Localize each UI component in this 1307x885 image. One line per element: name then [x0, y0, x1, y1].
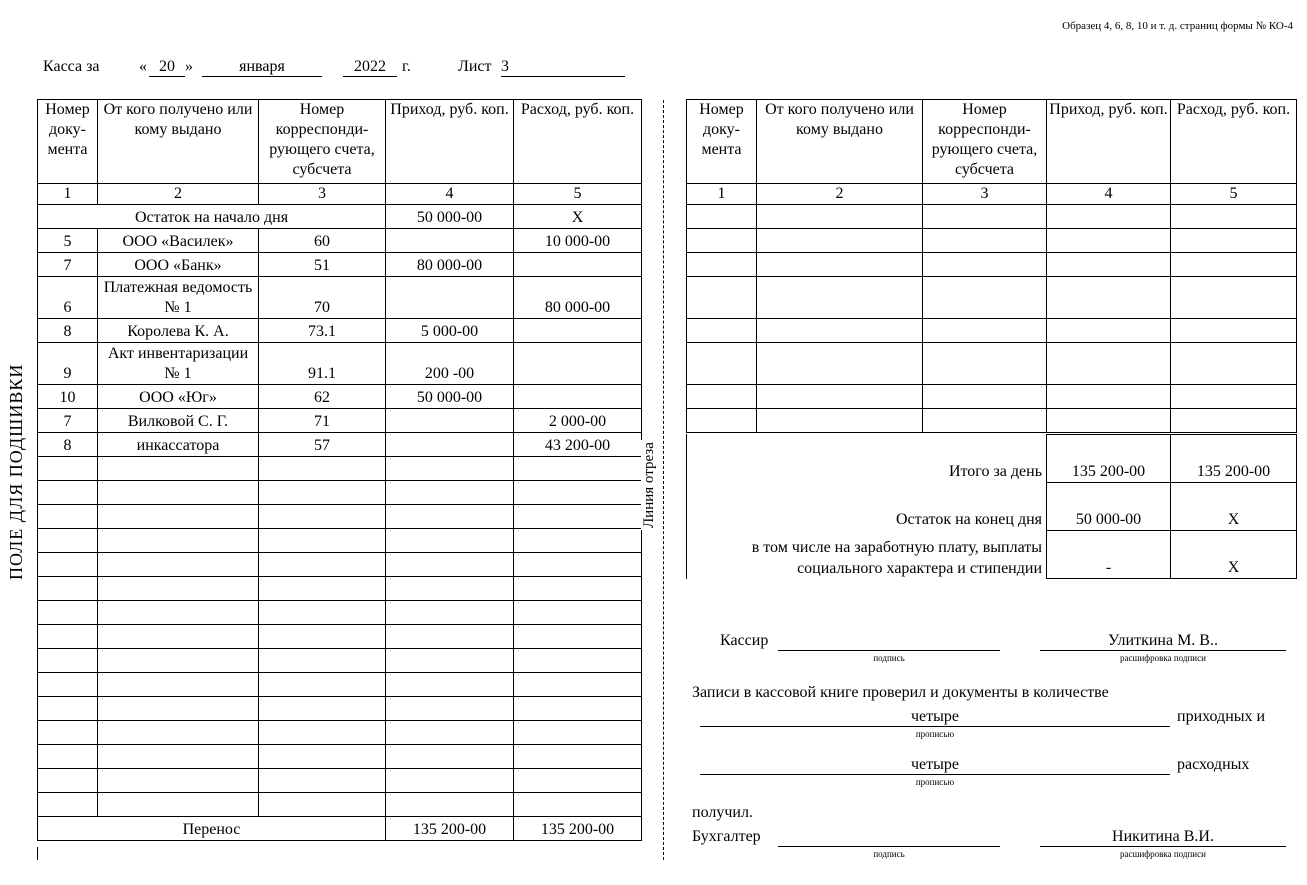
empty-cell — [386, 625, 514, 649]
empty-cell — [38, 553, 98, 577]
empty-cell — [98, 553, 259, 577]
empty-cell — [757, 319, 923, 343]
row-income — [386, 277, 514, 319]
empty-cell — [1171, 277, 1297, 319]
empty-cell — [1047, 229, 1171, 253]
empty-cell — [1047, 409, 1171, 433]
quote-open: « — [139, 58, 147, 75]
empty-cell — [514, 625, 642, 649]
cashier-name-caption: расшифровка подписи — [1120, 653, 1206, 663]
empty-row — [38, 529, 642, 553]
col-number: 4 — [386, 184, 514, 205]
empty-row — [38, 793, 642, 817]
empty-cell — [687, 253, 757, 277]
empty-row — [38, 649, 642, 673]
accountant-label: Бухгалтер — [692, 828, 761, 845]
end-balance-income: 50 000-00 — [1047, 483, 1171, 531]
cut-line — [663, 100, 664, 860]
income-count-caption: прописью — [915, 729, 955, 739]
empty-cell — [514, 577, 642, 601]
empty-rows — [687, 205, 1297, 433]
empty-cell — [386, 769, 514, 793]
empty-cell — [38, 457, 98, 481]
col-header-income: Приход, руб. коп. — [1047, 100, 1171, 184]
transfer-expense: 135 200-00 — [514, 817, 642, 841]
sheet-number: 3 — [501, 58, 625, 77]
empty-row — [38, 481, 642, 505]
col-header-income: Приход, руб. коп. — [386, 100, 514, 184]
row-account: 51 — [259, 253, 386, 277]
empty-cell — [1171, 253, 1297, 277]
empty-row — [687, 205, 1297, 229]
empty-cell — [386, 505, 514, 529]
row-party: Платежная ведомость № 1 — [98, 277, 259, 319]
row-income — [386, 409, 514, 433]
empty-cell — [38, 481, 98, 505]
empty-row — [38, 457, 642, 481]
incl-label-1: в том числе на заработную плату, выплаты — [751, 539, 1042, 556]
empty-cell — [98, 721, 259, 745]
transfer-income: 135 200-00 — [386, 817, 514, 841]
row-account: 57 — [259, 433, 386, 457]
empty-cell — [757, 229, 923, 253]
date-day: 20 — [149, 58, 185, 77]
income-count: четыре — [911, 708, 959, 725]
empty-cell — [98, 793, 259, 817]
empty-cell — [259, 529, 386, 553]
empty-cell — [923, 277, 1047, 319]
empty-cell — [514, 481, 642, 505]
empty-cell — [259, 625, 386, 649]
row-income: 5 000-00 — [386, 319, 514, 343]
row-income — [386, 229, 514, 253]
empty-cell — [38, 577, 98, 601]
col-header-account: Номер корреспонди-рующего счета, субсчета — [923, 100, 1047, 184]
col-number: 5 — [514, 184, 642, 205]
binding-field-label: ПОЛЕ ДЛЯ ПОДШИВКИ — [6, 363, 26, 580]
row-expense — [514, 319, 642, 343]
empty-cell — [923, 343, 1047, 385]
empty-cell — [923, 409, 1047, 433]
day-total-income: 135 200-00 — [1047, 435, 1171, 483]
col-header-party: От кого получено или кому выдано — [757, 100, 923, 184]
accountant-signature-caption: подпись — [873, 849, 905, 859]
empty-cell — [1047, 319, 1171, 343]
empty-cell — [386, 481, 514, 505]
empty-cell — [386, 649, 514, 673]
cash-ledger-left — [37, 99, 642, 841]
row-doc: 8 — [38, 319, 98, 343]
empty-cell — [514, 721, 642, 745]
row-expense: 80 000-00 — [514, 277, 642, 319]
expense-suffix: расходных — [1177, 756, 1250, 773]
accountant-name: Никитина В.И. — [1112, 828, 1214, 845]
row-party: Королева К. А. — [98, 319, 259, 343]
expense-count-line — [700, 774, 1170, 775]
empty-cell — [98, 697, 259, 721]
row-expense: 43 200-00 — [514, 433, 642, 457]
empty-cell — [386, 745, 514, 769]
empty-cell — [514, 505, 642, 529]
empty-cell — [38, 673, 98, 697]
empty-cell — [1171, 409, 1297, 433]
empty-rows — [38, 457, 642, 817]
empty-row — [38, 769, 642, 793]
empty-cell — [38, 529, 98, 553]
row-account: 73.1 — [259, 319, 386, 343]
empty-cell — [1047, 277, 1171, 319]
col-header-expense: Расход, руб. коп. — [514, 100, 642, 184]
empty-cell — [98, 769, 259, 793]
empty-cell — [687, 277, 757, 319]
empty-row — [38, 745, 642, 769]
table-row — [38, 433, 642, 457]
empty-cell — [386, 793, 514, 817]
end-balance-label: Остаток на конец дня — [896, 511, 1042, 528]
empty-cell — [386, 553, 514, 577]
row-party: Акт инвентаризации № 1 — [98, 343, 259, 385]
col-header-account: Номер корреспонди-рующего счета, субсчета — [259, 100, 386, 184]
empty-cell — [259, 721, 386, 745]
row-account: 62 — [259, 385, 386, 409]
empty-cell — [923, 205, 1047, 229]
empty-cell — [98, 505, 259, 529]
empty-cell — [98, 673, 259, 697]
empty-cell — [687, 409, 757, 433]
empty-row — [687, 409, 1297, 433]
empty-cell — [259, 481, 386, 505]
empty-cell — [386, 529, 514, 553]
row-income: 50 000-00 — [386, 385, 514, 409]
row-expense — [514, 343, 642, 385]
empty-row — [687, 385, 1297, 409]
empty-cell — [38, 625, 98, 649]
empty-cell — [259, 673, 386, 697]
empty-cell — [259, 697, 386, 721]
row-party: ООО «Юг» — [98, 385, 259, 409]
row-party: ООО «Василек» — [98, 229, 259, 253]
row-income: 80 000-00 — [386, 253, 514, 277]
col-number: 1 — [38, 184, 98, 205]
empty-cell — [38, 745, 98, 769]
empty-row — [38, 625, 642, 649]
empty-cell — [1047, 205, 1171, 229]
sheet-label: Лист — [458, 58, 492, 75]
check-text: Записи в кассовой книге проверил и документы в количестве — [692, 684, 1109, 701]
opening-balance-row — [38, 205, 642, 229]
totals-table — [1046, 434, 1297, 579]
expense-count: четыре — [911, 756, 959, 773]
row-doc: 6 — [38, 277, 98, 319]
empty-cell — [38, 697, 98, 721]
empty-cell — [687, 229, 757, 253]
transfer-label: Перенос — [38, 817, 386, 841]
empty-row — [687, 253, 1297, 277]
row-doc: 7 — [38, 253, 98, 277]
row-expense — [514, 385, 642, 409]
row-account: 71 — [259, 409, 386, 433]
col-number: 4 — [1047, 184, 1171, 205]
cash-ledger-right — [686, 99, 1297, 433]
empty-cell — [757, 343, 923, 385]
row-doc: 5 — [38, 229, 98, 253]
empty-cell — [38, 649, 98, 673]
empty-cell — [687, 319, 757, 343]
date-year: 2022 — [343, 58, 397, 77]
empty-row — [687, 343, 1297, 385]
table-row — [38, 319, 642, 343]
col-header-expense: Расход, руб. коп. — [1171, 100, 1297, 184]
cashier-signature-caption: подпись — [873, 653, 905, 663]
table-row — [38, 229, 642, 253]
accountant-signature-line — [778, 846, 1000, 847]
col-number: 3 — [259, 184, 386, 205]
form-sample-note: Образец 4, 6, 8, 10 и т. д. страниц формы № КО-4 — [1062, 20, 1293, 32]
table-row — [38, 253, 642, 277]
empty-cell — [38, 793, 98, 817]
kassa-label: Касса за — [43, 58, 100, 75]
empty-cell — [1171, 319, 1297, 343]
empty-row — [38, 673, 642, 697]
empty-cell — [38, 721, 98, 745]
cashier-name: Улиткина М. В.. — [1108, 632, 1218, 649]
empty-cell — [98, 529, 259, 553]
cashier-signature-line — [778, 650, 1000, 651]
empty-cell — [757, 385, 923, 409]
row-expense — [514, 253, 642, 277]
row-account: 70 — [259, 277, 386, 319]
empty-cell — [259, 649, 386, 673]
empty-cell — [259, 793, 386, 817]
empty-cell — [514, 697, 642, 721]
empty-cell — [923, 229, 1047, 253]
empty-cell — [386, 457, 514, 481]
empty-cell — [259, 457, 386, 481]
empty-cell — [38, 505, 98, 529]
empty-cell — [757, 205, 923, 229]
empty-cell — [1171, 205, 1297, 229]
empty-cell — [1047, 385, 1171, 409]
totals-left-edge — [686, 434, 687, 579]
empty-cell — [757, 253, 923, 277]
empty-cell — [514, 793, 642, 817]
empty-cell — [514, 745, 642, 769]
empty-cell — [1047, 343, 1171, 385]
row-doc: 9 — [38, 343, 98, 385]
empty-cell — [38, 601, 98, 625]
year-suffix: г. — [402, 58, 411, 75]
empty-row — [687, 277, 1297, 319]
row-party: инкассатора — [98, 433, 259, 457]
empty-cell — [98, 481, 259, 505]
incl-label-2: социального характера и стипендии — [797, 560, 1042, 577]
empty-cell — [386, 577, 514, 601]
incl-expense: Х — [1171, 531, 1297, 579]
empty-row — [687, 229, 1297, 253]
empty-row — [38, 601, 642, 625]
empty-cell — [98, 625, 259, 649]
empty-cell — [386, 673, 514, 697]
cut-line-label: Линия отреза — [641, 442, 657, 528]
empty-cell — [757, 409, 923, 433]
table-row — [38, 385, 642, 409]
col-header-party: От кого получено или кому выдано — [98, 100, 259, 184]
table-row — [38, 277, 642, 319]
empty-cell — [98, 601, 259, 625]
incl-income: - — [1047, 531, 1171, 579]
empty-cell — [757, 277, 923, 319]
date-month: января — [202, 58, 322, 77]
row-income — [386, 433, 514, 457]
col-header-doc-number: Номер доку-мента — [687, 100, 757, 184]
empty-cell — [514, 553, 642, 577]
row-account: 91.1 — [259, 343, 386, 385]
col-number: 3 — [923, 184, 1047, 205]
empty-cell — [1047, 253, 1171, 277]
empty-cell — [386, 601, 514, 625]
empty-cell — [98, 745, 259, 769]
row-doc: 10 — [38, 385, 98, 409]
empty-cell — [386, 697, 514, 721]
empty-cell — [923, 385, 1047, 409]
opening-balance-expense: Х — [514, 205, 642, 229]
empty-cell — [98, 577, 259, 601]
empty-cell — [259, 577, 386, 601]
col-number: 5 — [1171, 184, 1297, 205]
empty-cell — [687, 343, 757, 385]
empty-cell — [923, 319, 1047, 343]
empty-row — [38, 505, 642, 529]
empty-cell — [514, 457, 642, 481]
empty-row — [38, 721, 642, 745]
opening-balance-income: 50 000-00 — [386, 205, 514, 229]
empty-cell — [514, 601, 642, 625]
col-number: 2 — [98, 184, 259, 205]
empty-row — [687, 319, 1297, 343]
empty-cell — [259, 505, 386, 529]
empty-cell — [1171, 229, 1297, 253]
row-account: 60 — [259, 229, 386, 253]
empty-cell — [923, 253, 1047, 277]
left-table-edge — [37, 847, 38, 860]
empty-row — [38, 577, 642, 601]
row-doc: 8 — [38, 433, 98, 457]
row-party: ООО «Банк» — [98, 253, 259, 277]
opening-balance-label: Остаток на начало дня — [38, 205, 386, 229]
end-balance-expense: Х — [1171, 483, 1297, 531]
empty-cell — [259, 601, 386, 625]
transfer-row — [38, 817, 642, 841]
empty-cell — [1171, 385, 1297, 409]
income-suffix: приходных и — [1177, 708, 1266, 725]
row-income: 200 -00 — [386, 343, 514, 385]
empty-cell — [259, 769, 386, 793]
day-total-expense: 135 200-00 — [1171, 435, 1297, 483]
cashier-label: Кассир — [720, 632, 769, 649]
income-count-line — [700, 726, 1170, 727]
row-expense: 10 000-00 — [514, 229, 642, 253]
day-total-label: Итого за день — [948, 463, 1042, 480]
row-expense: 2 000-00 — [514, 409, 642, 433]
col-header-doc-number: Номер доку-мента — [38, 100, 98, 184]
table-row — [38, 343, 642, 385]
empty-cell — [514, 673, 642, 697]
empty-cell — [98, 457, 259, 481]
empty-cell — [687, 385, 757, 409]
empty-cell — [259, 745, 386, 769]
accountant-name-line — [1040, 846, 1286, 847]
col-number: 2 — [757, 184, 923, 205]
empty-cell — [1171, 343, 1297, 385]
empty-cell — [514, 649, 642, 673]
row-doc: 7 — [38, 409, 98, 433]
empty-cell — [98, 649, 259, 673]
table-row — [38, 409, 642, 433]
empty-cell — [386, 721, 514, 745]
quote-close: » — [185, 58, 193, 75]
row-party: Вилковой С. Г. — [98, 409, 259, 433]
empty-row — [38, 697, 642, 721]
empty-row — [38, 553, 642, 577]
accountant-name-caption: расшифровка подписи — [1120, 849, 1206, 859]
cashier-name-line — [1040, 650, 1286, 651]
expense-count-caption: прописью — [915, 777, 955, 787]
col-number: 1 — [687, 184, 757, 205]
empty-cell — [38, 769, 98, 793]
received-text: получил. — [692, 804, 753, 821]
empty-cell — [687, 205, 757, 229]
empty-cell — [514, 529, 642, 553]
empty-cell — [514, 769, 642, 793]
empty-cell — [259, 553, 386, 577]
